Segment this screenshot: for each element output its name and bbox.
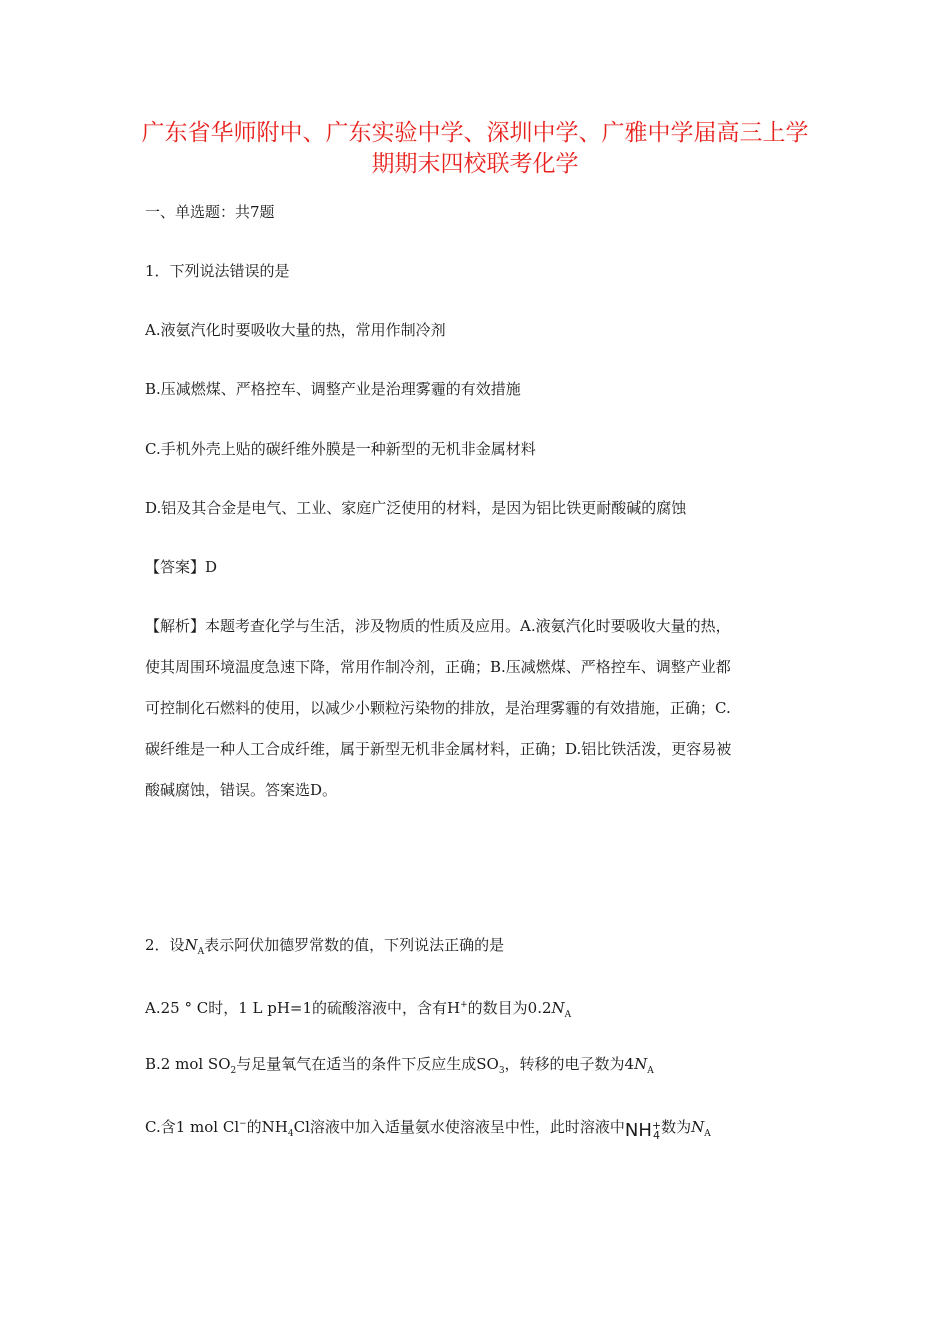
question-1-option-b: B.压减燃煤、严格控车、调整产业是治理雾霾的有效措施 [145,380,521,398]
question-1-option-c: C.手机外壳上贴的碳纤维外膜是一种新型的无机非金属材料 [145,440,536,458]
question-1-option-d: D.铝及其合金是电气、工业、家庭广泛使用的材料，是因为铝比铁更耐酸碱的腐蚀 [145,499,687,517]
question-2-option-b: B.2 mol $SO_2$与足量氧气在适当的条件下反应生成$SO_3$，转移的电子数为$4N_A$ [145,1055,654,1076]
analysis-line: 可控制化石燃料的使用，以减少小颗粒污染物的排放，是治理雾霾的有效措施，正确；C. [145,699,731,717]
document-title [0,118,950,180]
analysis-line: 酸碱腐蚀，错误。答案选D。 [145,781,338,799]
question-2-stem: 2．设$N_A$表示阿伏加德罗常数的值，下列说法正确的是 [145,936,505,957]
question-1-answer: 【答案】D [145,558,218,576]
title-line-2: 期期末四校联考化学 [371,151,579,177]
analysis-line: 碳纤维是一种人工合成纤维，属于新型无机非金属材料，正确；D.铝比铁活泼，更容易被 [145,740,732,758]
question-1-analysis [145,606,805,811]
ammonium-formula: NH + 4 [624,1119,662,1142]
question-2-option-a: A.25 ° C时，1 L pH=1的硫酸溶液中，含有H+的数目为$0.2N_A$ [145,999,572,1020]
question-1-option-a: A.液氨汽化时要吸收大量的热，常用作制冷剂 [145,321,446,339]
analysis-line: 使其周围环境温度急速下降，常用作制冷剂，正确；B.压减燃煤、严格控车、调整产业都 [145,658,731,676]
question-2-option-c: C.含1 mol Cl−的$NH_4Cl$溶液中加入适量氨水使溶液呈中性，此时溶液中NH + 4 数为$N_A$ [145,1118,711,1142]
analysis-line: 【解析】本题考查化学与生活，涉及物质的性质及应用。A.液氨汽化时要吸收大量的热， [145,617,731,635]
section-heading: 一、单选题：共7题 [145,203,275,221]
title-line-1: 广东省华师附中、广东实验中学、深圳中学、广雅中学届高三上学 [141,120,809,146]
question-1-stem: 1．下列说法错误的是 [145,262,290,280]
